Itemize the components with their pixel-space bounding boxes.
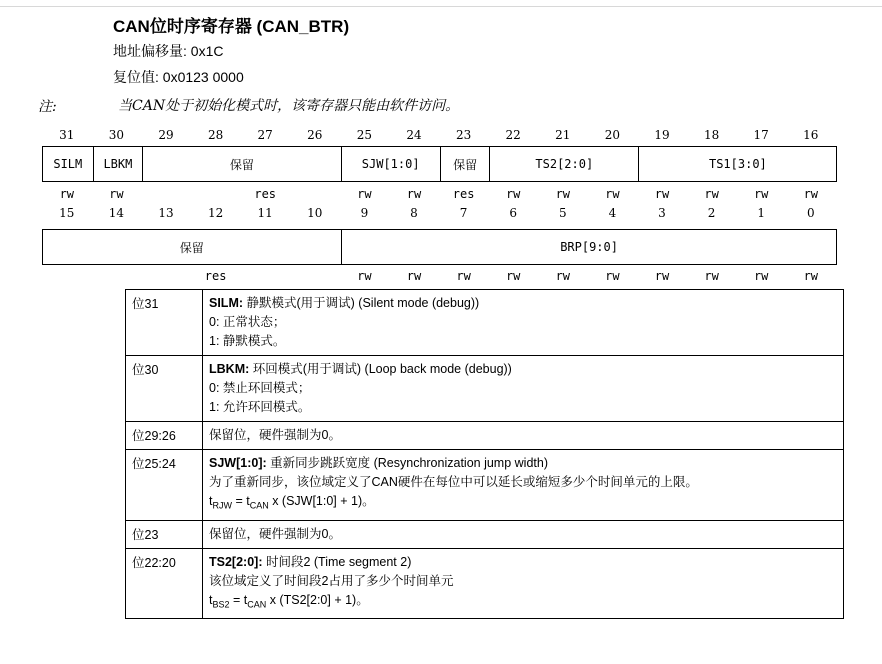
bit-number: 6 — [509, 206, 517, 220]
formula-part: t — [209, 592, 213, 607]
bit-number: 19 — [654, 128, 670, 142]
bit-number: 26 — [307, 128, 323, 142]
upper-register-fields — [42, 146, 837, 182]
bit-number: 16 — [803, 128, 819, 142]
bit-number: 18 — [703, 128, 720, 142]
bit-number: 7 — [459, 206, 468, 220]
bit-access: rw — [753, 187, 769, 201]
bit-number: 13 — [158, 206, 174, 220]
formula-part: x (SJW[1:0] + 1)。 — [268, 494, 375, 508]
bit-access: rw — [59, 187, 75, 201]
top-divider — [0, 6, 882, 7]
bit-access: rw — [109, 187, 124, 201]
bit-description — [203, 290, 844, 356]
bit-number: 4 — [608, 206, 617, 220]
bit-label: 位25:24 — [126, 450, 203, 521]
bit-number: 28 — [207, 128, 224, 142]
bit-access: rw — [555, 187, 571, 201]
field-name: SILM: — [209, 296, 244, 310]
formula-part: CAN — [249, 500, 269, 511]
bit-access: rw — [406, 269, 422, 283]
field-summary: 重新同步跳跃宽度 (Resynchronization jump width) — [266, 456, 548, 470]
bit-number: 29 — [158, 128, 174, 142]
bit-label: 位29:26 — [126, 422, 203, 450]
description-line: 为了重新同步，该位域定义了CAN硬件在每位中可以延长或缩短多少个时间单元的上限。 — [209, 475, 698, 489]
description-row — [126, 356, 844, 422]
bit-description — [203, 520, 844, 548]
bit-number: 9 — [360, 206, 369, 220]
register-field: 保留 — [179, 240, 204, 255]
description-row — [126, 450, 844, 521]
bit-number: 2 — [707, 206, 716, 220]
bit-access: rw — [753, 269, 769, 283]
register-field: 保留 — [440, 147, 490, 181]
formula-part: BS2 — [212, 599, 230, 609]
bit-label: 位23 — [126, 520, 203, 548]
bit-access: rw — [505, 269, 521, 283]
note-text: 当CAN处于初始化模式时，该寄存器只能由软件访问。 — [118, 98, 460, 114]
bit-access: rw — [505, 187, 521, 201]
bit-access: rw — [357, 187, 372, 201]
field-name: LBKM: — [209, 362, 250, 376]
formula-part: CAN — [247, 599, 267, 609]
register-field: SILM — [53, 157, 83, 171]
formula-part: t — [209, 494, 213, 508]
register-title: CAN位时序寄存器 (CAN_BTR) — [113, 17, 350, 36]
note-label: 注: — [38, 99, 57, 115]
bit-access: rw — [803, 269, 819, 283]
description-row — [126, 520, 844, 548]
bit-access: rw — [654, 269, 670, 283]
bit-number: 25 — [356, 128, 373, 142]
description-line: 1: 静默模式。 — [209, 334, 286, 348]
bit-access: rw — [605, 269, 620, 283]
field-summary: 静默模式(用于调试) (Silent mode (debug)) — [243, 296, 480, 310]
bit-label: 位22:20 — [126, 548, 203, 619]
bit-access: res — [254, 187, 277, 201]
register-field: LBKM — [93, 147, 143, 181]
bit-access: rw — [555, 269, 571, 283]
description-line: 0: 禁止环回模式； — [209, 381, 311, 395]
bit-label: 位30 — [126, 356, 203, 422]
bit-access: rw — [406, 187, 422, 201]
field-name: SJW[1:0]: — [209, 456, 267, 470]
bit-description — [203, 548, 844, 619]
field-summary: 保留位，硬件强制为0。 — [209, 526, 341, 541]
description-row — [126, 548, 844, 619]
bit-description — [203, 422, 844, 450]
formula-part: = t — [229, 592, 248, 607]
bit-number: 11 — [257, 206, 273, 220]
bit-description-table — [125, 289, 844, 619]
bit-number: 22 — [505, 128, 521, 142]
bit-number: 20 — [604, 128, 621, 142]
bit-access: rw — [456, 269, 471, 283]
bit-number: 27 — [257, 128, 273, 142]
bit-number: 10 — [307, 206, 323, 220]
bit-label: 位31 — [126, 290, 203, 356]
reset-value: 复位值: 0x0123 0000 — [113, 69, 244, 85]
formula-part: x (TS2[2:0] + 1)。 — [266, 592, 369, 607]
bit-number: 31 — [59, 128, 75, 142]
field-summary: 保留位，硬件强制为0。 — [209, 428, 341, 442]
bit-access: rw — [654, 187, 670, 201]
formula-part: = t — [231, 494, 250, 508]
bit-number: 8 — [410, 206, 418, 220]
bit-number: 3 — [658, 206, 666, 220]
bit-access: rw — [704, 187, 719, 201]
bit-number: 14 — [108, 206, 125, 220]
register-field: SJW[1:0] — [341, 147, 440, 181]
field-name: TS2[2:0]: — [209, 554, 263, 569]
description-line: 1: 允许环回模式。 — [209, 400, 311, 414]
bit-number: 21 — [555, 128, 571, 142]
bit-number: 0 — [806, 206, 815, 220]
formula-part: RJW — [212, 500, 232, 511]
bit-access: res — [452, 187, 475, 201]
bit-access: rw — [605, 187, 620, 201]
description-line: 该位域定义了时间段2占用了多少个时间单元 — [209, 573, 454, 588]
bit-number: 23 — [455, 128, 472, 142]
bit-number: 1 — [757, 206, 765, 220]
bit-number: 15 — [59, 206, 75, 220]
bit-number: 5 — [558, 206, 567, 220]
register-field: TS2[2:0] — [489, 147, 638, 181]
bit-description — [203, 356, 844, 422]
address-offset: 地址偏移量: 0x1C — [113, 43, 224, 59]
bit-access: rw — [704, 269, 719, 283]
description-line: 0: 正常状态； — [209, 315, 286, 329]
field-summary: 环回模式(用于调试) (Loop back mode (debug)) — [249, 362, 512, 376]
bit-number: 30 — [108, 128, 125, 142]
bit-number: 17 — [753, 128, 769, 142]
lower-register-fields — [42, 229, 837, 265]
register-field: BRP[9:0] — [341, 230, 837, 264]
bit-access: rw — [803, 187, 819, 201]
bit-access: res — [204, 269, 227, 283]
description-row — [126, 422, 844, 450]
formula — [209, 591, 837, 615]
field-summary: 时间段2 (Time segment 2) — [262, 554, 412, 569]
formula — [209, 492, 837, 516]
bit-number: 24 — [406, 128, 422, 142]
bit-description — [203, 450, 844, 521]
bit-access: rw — [357, 269, 372, 283]
description-row — [126, 290, 844, 356]
register-field: TS1[3:0] — [638, 147, 836, 181]
bit-number: 12 — [207, 206, 224, 220]
register-field: 保留 — [142, 147, 340, 181]
